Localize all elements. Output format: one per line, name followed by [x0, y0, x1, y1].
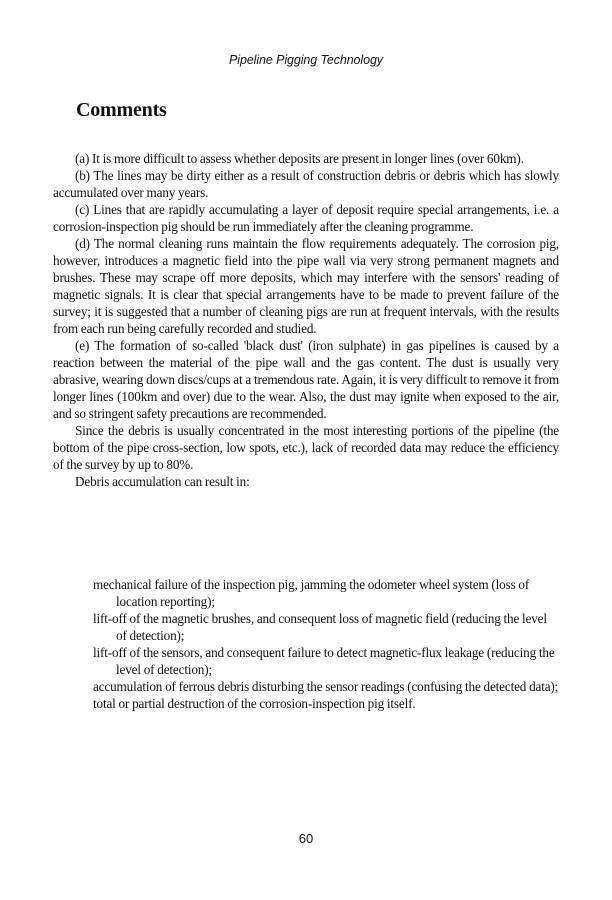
- list-item: accumulation of ferrous debris disturbing the sensor readings (confusing the detected data);: [93, 679, 559, 694]
- list-item: total or partial destruction of the corrosion-inspection pig itself.: [93, 696, 416, 711]
- list-item: lift-off of the magnetic brushes, and consequent loss of magnetic field (reducing the level of detection);: [93, 611, 547, 643]
- body-text: [53, 150, 559, 490]
- list-item: mechanical failure of the inspection pig, jamming the odometer wheel system (loss of location reporting);: [93, 577, 530, 609]
- paragraph-c: (c) Lines that are rapidly accumulating a layer of deposit require special arrangements, i.e. a corrosion-inspection pig should be run immediately after the cleaning programme.: [53, 202, 559, 234]
- consequences-list: [93, 576, 559, 712]
- paragraph-list-intro: Debris accumulation can result in:: [75, 474, 250, 489]
- page-number: 60: [298, 831, 314, 846]
- paragraph-a: (a) It is more difficult to assess whether deposits are present in longer lines (over 60km).: [75, 151, 524, 166]
- paragraph-debris-concentration: Since the debris is usually concentrated in the most interesting portions of the pipeline (the bottom of the pipe cross-section, low spots, etc.), lack of recorded data may reduce the efficiency of the survey by up to 80%.: [53, 423, 559, 472]
- list-item: lift-off of the sensors, and consequent failure to detect magnetic-flux leakage (reducing the level of detection);: [93, 645, 555, 677]
- section-title: Comments: [76, 99, 167, 121]
- paragraph-e: (e) The formation of so-called 'black dust' (iron sulphate) in gas pipelines is caused by a reaction between the material of the pipe wall and the gas content. The dust is usually very abrasive, wearing down discs/cups at a tremendous rate. Again, it is very difficult to remove it from longer lines (100km and over) due to the wear. Also, the dust may ignite when exposed to the air, and so stringent safety precautions are recommended.: [53, 338, 559, 421]
- paragraph-d: (d) The normal cleaning runs maintain the flow requirements adequately. The corrosion pig, however, introduces a magnetic field into the pipe wall via very strong permanent magnets and brushes. These may scrape off more deposits, which may interfere with the sensors' reading of magnetic signals. It is clear that special arrangements have to be made to prevent failure of the survey; it is suggested that a number of cleaning pigs are run at frequent intervals, with the results from each run being carefully recorded and studied.: [53, 236, 559, 336]
- running-header: Pipeline Pigging Technology: [229, 53, 383, 67]
- paragraph-b: (b) The lines may be dirty either as a result of construction debris or debris which has slowly accumulated over many years.: [53, 168, 559, 200]
